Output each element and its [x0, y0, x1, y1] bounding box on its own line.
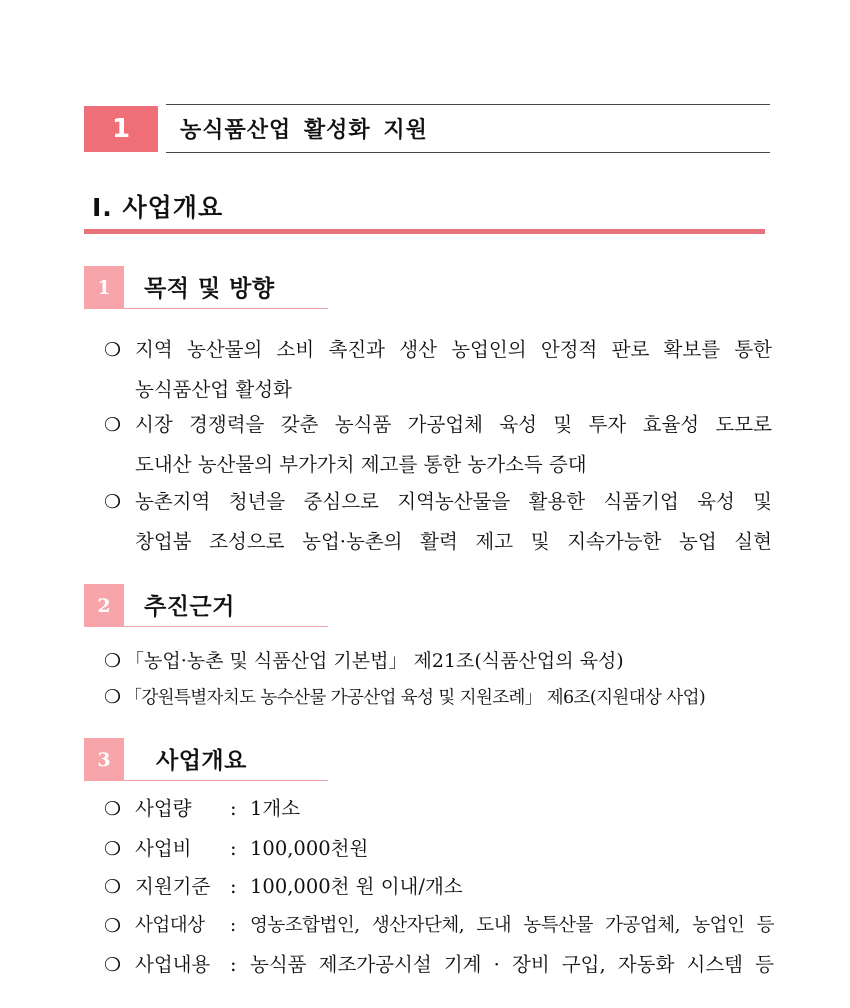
section-heading-purpose — [84, 266, 334, 310]
part-heading-rule — [84, 229, 765, 234]
chapter-number: 1 — [84, 106, 158, 152]
row-key: 지원기준 — [135, 875, 211, 898]
row-key: 사업량 — [135, 797, 192, 820]
list-item — [104, 330, 772, 410]
table-row — [104, 790, 774, 828]
circle-bullet-icon: ❍ — [104, 954, 122, 976]
row-value: 100,000천 원 이내/개소 — [250, 875, 463, 898]
circle-bullet-icon: ❍ — [104, 491, 122, 513]
circle-bullet-icon: ❍ — [104, 339, 122, 361]
row-value: 100,000천원 — [250, 837, 369, 860]
row-colon: : — [230, 837, 237, 860]
chapter-banner — [84, 103, 770, 153]
list-item — [104, 405, 772, 485]
section-underline — [124, 626, 328, 627]
bullet-line: 창업붐 조성으로 농업·농촌의 활력 제고 및 지속가능한 농업 실현 — [135, 530, 772, 553]
part-heading: Ⅰ. 사업개요 — [92, 193, 224, 222]
circle-bullet-icon: ❍ — [104, 915, 121, 937]
circle-bullet-icon: ❍ — [104, 686, 121, 708]
list-item — [104, 482, 772, 562]
bullet-line: 도내산 농산물의 부가가치 제고를 통한 농가소득 증대 — [135, 453, 587, 476]
ordinance-reference: 「강원특별자치도 농수산물 가공산업 육성 및 지원조례」 제6조(지원대상 사업) — [124, 688, 706, 708]
table-row — [104, 868, 774, 906]
row-key: 사업내용 — [135, 953, 211, 976]
circle-bullet-icon: ❍ — [104, 650, 122, 672]
row-colon: : — [230, 953, 237, 976]
row-key: 사업비 — [135, 837, 192, 860]
row-value: 영농조합법인, 생산자단체, 도내 농특산물 가공업체, 농업인 등 — [250, 915, 774, 936]
table-row — [104, 907, 774, 945]
bullet-line: 농촌지역 청년을 중심으로 지역농산물을 활용한 식품기업 육성 및 — [135, 490, 772, 513]
banner-top-rule — [166, 104, 770, 105]
banner-bottom-rule — [166, 152, 770, 153]
list-item — [104, 684, 705, 709]
row-value: 1개소 — [250, 797, 301, 820]
section-heading-legal-basis — [84, 584, 334, 628]
row-value: 농식품 제조가공시설 기계 · 장비 구입, 자동화 시스템 등 — [250, 953, 774, 976]
section-title: 목적 및 방향 — [144, 276, 275, 302]
row-colon: : — [230, 797, 237, 820]
circle-bullet-icon: ❍ — [104, 414, 122, 436]
table-row — [104, 830, 774, 868]
section-underline — [124, 780, 328, 781]
list-item — [104, 646, 624, 673]
section-number: 1 — [84, 266, 124, 309]
section-title: 추진근거 — [144, 594, 235, 620]
bullet-line: 지역 농산물의 소비 촉진과 생산 농업인의 안정적 판로 확보를 통한 — [135, 338, 772, 361]
circle-bullet-icon: ❍ — [104, 876, 122, 898]
circle-bullet-icon: ❍ — [104, 838, 122, 860]
bullet-line: 시장 경쟁력을 갖춘 농식품 가공업체 육성 및 투자 효율성 도모로 — [135, 413, 772, 436]
bullet-line: 농식품산업 활성화 — [135, 378, 292, 401]
section-title: 사업개요 — [156, 748, 247, 774]
section-heading-overview — [84, 738, 334, 782]
circle-bullet-icon: ❍ — [104, 798, 122, 820]
table-row — [104, 946, 774, 984]
row-colon: : — [230, 875, 237, 898]
row-colon: : — [230, 915, 236, 936]
section-number: 3 — [84, 738, 124, 781]
chapter-title: 농식품산업 활성화 지원 — [180, 118, 428, 143]
law-reference: 「농업·농촌 및 식품산업 기본법」 제21조(식품산업의 육성) — [125, 650, 624, 672]
section-number: 2 — [84, 584, 124, 627]
section-underline — [124, 308, 328, 309]
row-key: 사업대상 — [135, 915, 205, 936]
